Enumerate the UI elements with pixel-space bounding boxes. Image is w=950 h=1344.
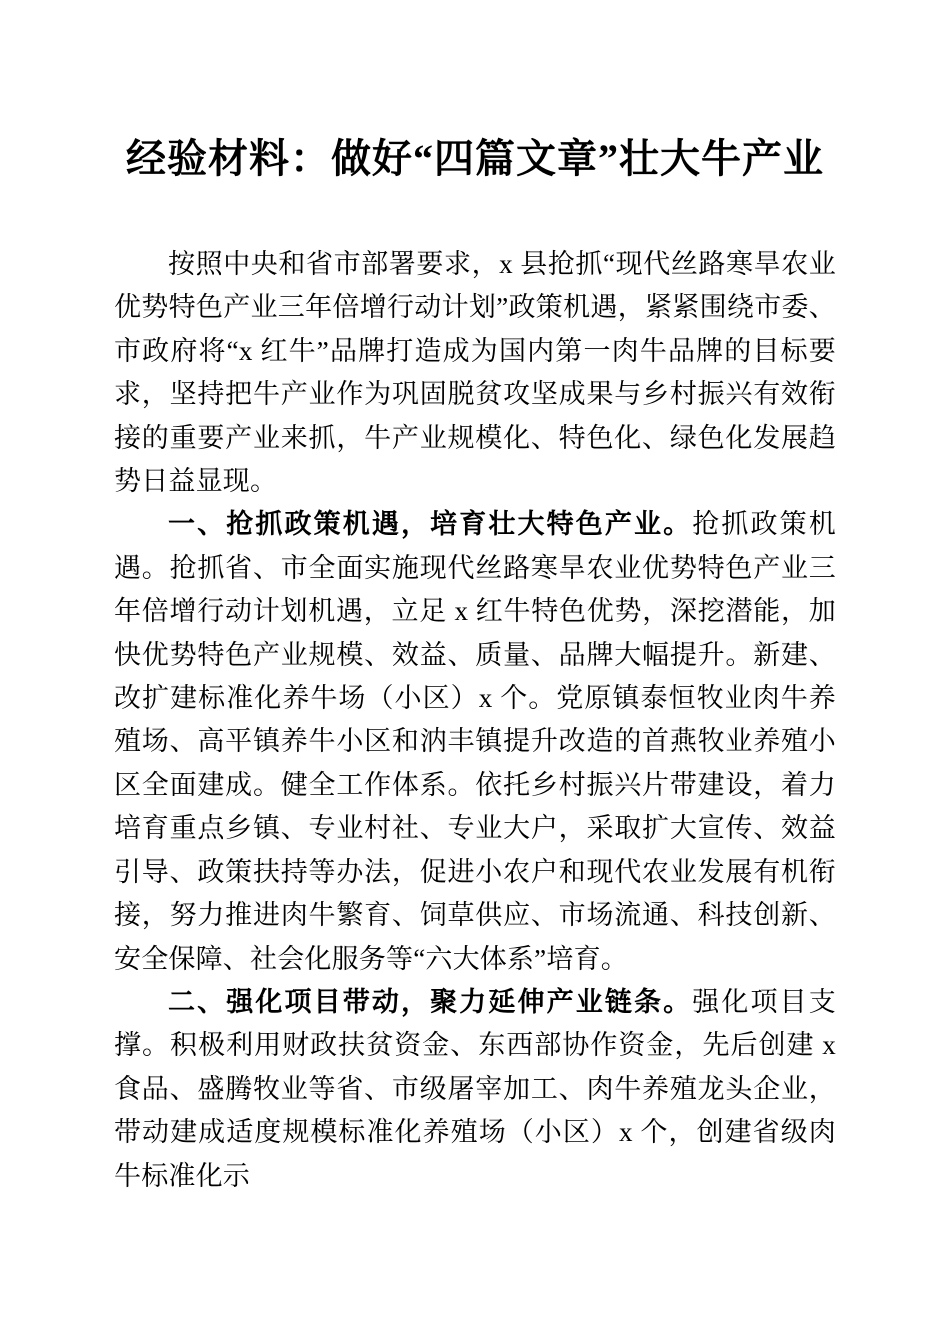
paragraph-text: 抢抓政策机遇。抢抓省、市全面实施现代丝路寒旱农业优势特色产业三年倍增行动计划机遇，立足 x 红牛特色优势，深挖潜能，加快优势特色产业规模、效益、质量、品牌大幅提升。新建、改扩建标准化养牛场（小区）x 个。党原镇泰恒牧业肉牛养殖场、高平镇养牛小区和汭丰镇提升改造的首燕牧业养殖小区全面建成。健全工作体系。依托乡村振兴片带建设，着力培育重点乡镇、专业村社、专业大户，采取扩大宣传、效益引导、政策扶持等办法，促进小农户和现代农业发展有机衔接，努力推进肉牛繁育、饲草供应、市场流通、科技创新、安全保障、社会化服务等“六大体系”培育。: [114, 509, 837, 974]
document-body: [114, 243, 836, 1198]
paragraph: [114, 503, 836, 980]
document-title: 经验材料：做好“四篇文章”壮大牛产业: [126, 136, 824, 181]
paragraph-text: 按照中央和省市部署要求，x 县抢抓“现代丝路寒旱农业优势特色产业三年倍增行动计划”政策机遇，紧紧围绕市委、市政府将“x 红牛”品牌打造成为国内第一肉牛品牌的目标要求，坚持把牛产业作为巩固脱贫攻坚成果与乡村振兴有效衔接的重要产业来抓，牛产业规模化、特色化、绿色化发展趋势日益显现。: [114, 249, 836, 497]
paragraph: [114, 243, 836, 503]
paragraph-lead-bold: 二、强化项目带动，聚力延伸产业链条。: [168, 986, 693, 1017]
paragraph-text: 强化项目支撑。积极利用财政扶贫资金、东西部协作资金，先后创建 x 食品、盛腾牧业等省、市级屠宰加工、肉牛养殖龙头企业，带动建成适度规模标准化养殖场（小区）x 个，创建省级肉牛标准化示: [114, 986, 837, 1191]
paragraph: [114, 981, 836, 1198]
paragraph-lead-bold: 一、抢抓政策机遇，培育壮大特色产业。: [168, 509, 693, 540]
